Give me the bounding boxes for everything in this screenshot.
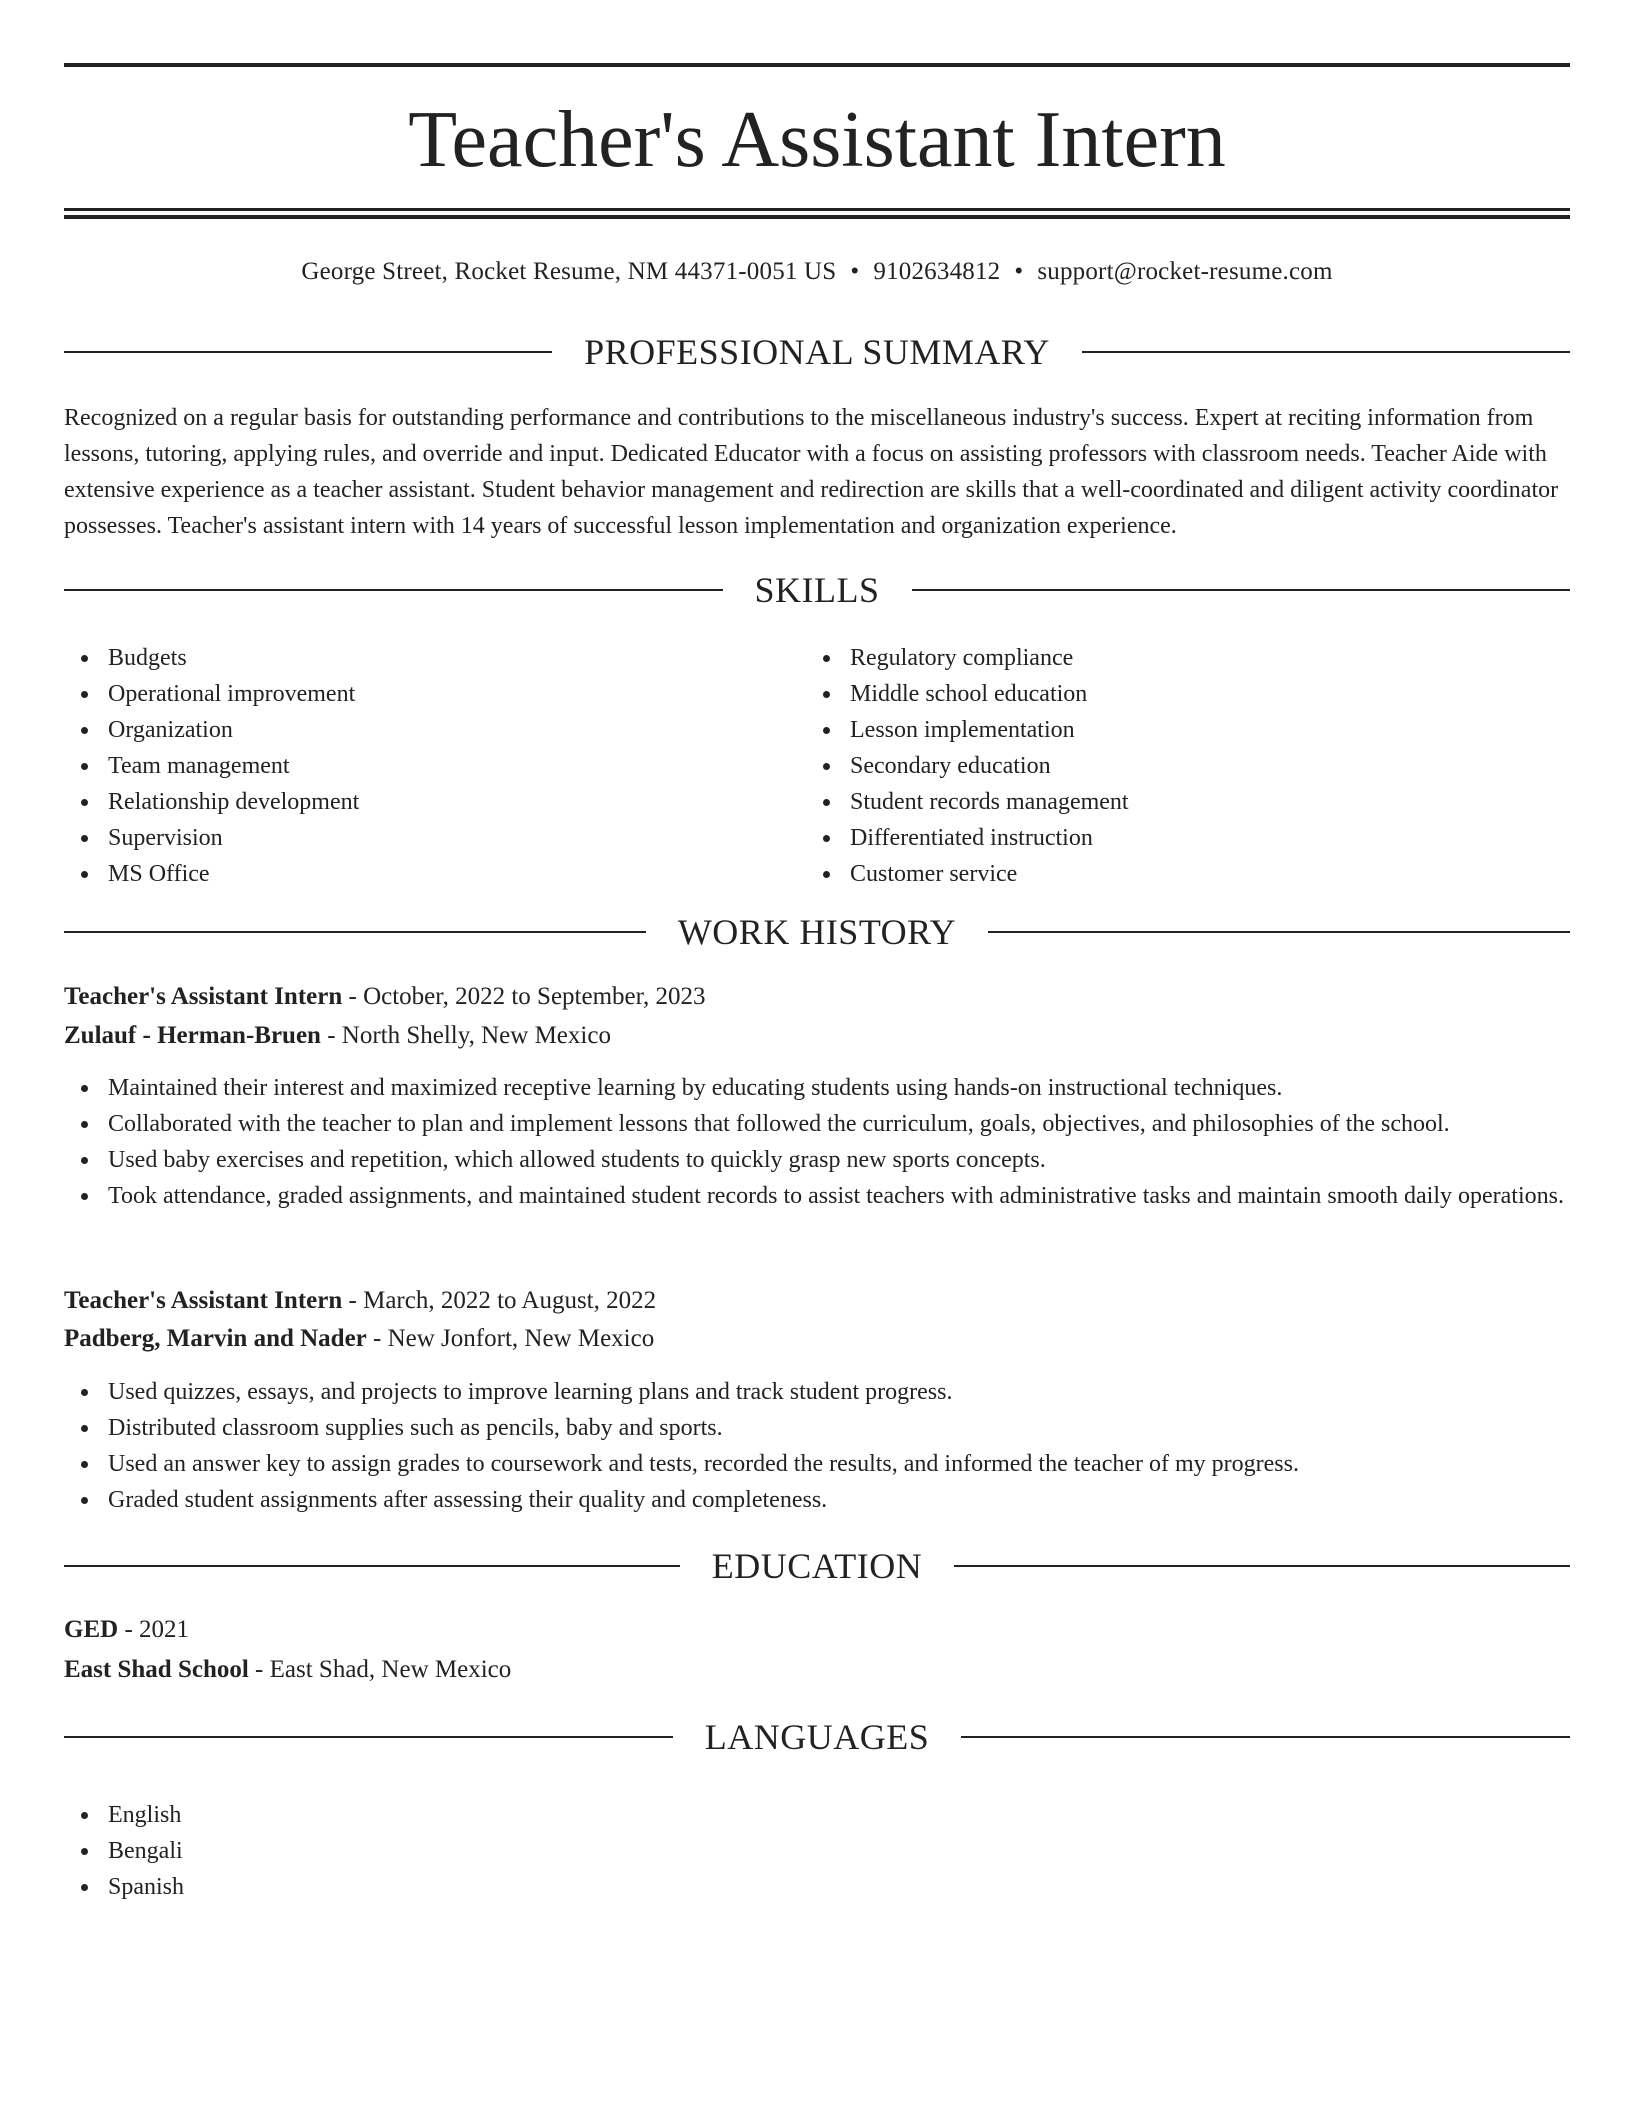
contact-line (64, 254, 1570, 290)
job-location: - New Jonfort, New Mexico (366, 1325, 655, 1352)
skill-item: Secondary education (806, 748, 1566, 784)
skill-item: Student records management (806, 784, 1566, 820)
heading-rule (1082, 351, 1570, 353)
title-rule-lower (64, 215, 1570, 219)
job-duty: Used an answer key to assign grades to coursework and tests, recorded the results, and informed the teacher of my progress. (64, 1446, 1570, 1482)
skill-item: Supervision (64, 820, 804, 856)
language-item: Spanish (64, 1869, 1570, 1905)
section-title: SKILLS (754, 570, 880, 610)
heading-rule (954, 1565, 1570, 1567)
job-role: Teacher's Assistant Intern (64, 1287, 343, 1314)
section-heading-education (64, 1544, 1570, 1588)
job-duty: Distributed classroom supplies such as pencils, baby and sports. (64, 1410, 1570, 1446)
job-company: Padberg, Marvin and Nader (64, 1325, 367, 1352)
job-duty: Took attendance, graded assignments, and maintained student records to assist teachers with administrative tasks and maintain smooth daily operations. (64, 1178, 1570, 1214)
heading-rule (912, 589, 1571, 591)
job-duties-list (64, 1070, 1570, 1214)
heading-rule (988, 931, 1570, 933)
job-title-line (64, 1282, 1570, 1320)
contact-phone: 9102634812 (873, 258, 1001, 285)
section-heading-skills (64, 568, 1570, 612)
heading-rule (961, 1736, 1570, 1738)
title-rule-upper (64, 208, 1570, 211)
job-company-line (64, 1320, 1570, 1358)
job-duty: Used baby exercises and repetition, which allowed students to quickly grasp new sports concepts. (64, 1142, 1570, 1178)
heading-rule (64, 1736, 673, 1738)
skill-item: MS Office (64, 856, 804, 892)
job-dates: - October, 2022 to September, 2023 (342, 983, 706, 1010)
section-title: LANGUAGES (704, 1717, 930, 1757)
heading-rule (64, 1565, 680, 1567)
education-degree: GED (64, 1616, 119, 1643)
job-company: Zulauf - Herman-Bruen (64, 1022, 321, 1049)
skill-item: Team management (64, 748, 804, 784)
job-duty: Used quizzes, essays, and projects to improve learning plans and track student progress. (64, 1374, 1570, 1410)
job-duty: Graded student assignments after assessing their quality and completeness. (64, 1482, 1570, 1518)
heading-rule (64, 351, 552, 353)
job-role: Teacher's Assistant Intern (64, 983, 343, 1010)
education-school-line (64, 1651, 1570, 1689)
languages-list (64, 1797, 1570, 1905)
skill-item: Differentiated instruction (806, 820, 1566, 856)
job-title-line (64, 978, 1570, 1016)
skill-item: Regulatory compliance (806, 640, 1566, 676)
heading-rule (64, 931, 646, 933)
section-heading-languages (64, 1715, 1570, 1759)
job-location: - North Shelly, New Mexico (320, 1022, 611, 1049)
contact-address: George Street, Rocket Resume, NM 44371-0051 US (301, 258, 837, 285)
section-heading-summary (64, 330, 1570, 374)
skill-item: Customer service (806, 856, 1566, 892)
section-title: PROFESSIONAL SUMMARY (584, 332, 1050, 372)
skill-item: Middle school education (806, 676, 1566, 712)
section-title: WORK HISTORY (677, 912, 957, 952)
contact-separator: • (850, 258, 860, 285)
summary-text: Recognized on a regular basis for outstanding performance and contributions to the miscellaneous industry's success. Expert at reciting information from lessons, tutoring, applying rules, and override and input. Dedicated Educator with a focus on assisting professors with classroom needs. Teacher Aide with extensive experience as a teacher assistant. Student behavior management and redirection are skills that a well-coordinated and diligent activity coordinator possesses. Teacher's assistant intern with 14 years of successful lesson implementation and organization experience. (64, 405, 1559, 539)
job-dates: - March, 2022 to August, 2022 (342, 1287, 657, 1314)
section-heading-work (64, 910, 1570, 954)
skill-item: Organization (64, 712, 804, 748)
resume-title: Teacher's Assistant Intern (408, 96, 1226, 184)
language-item: English (64, 1797, 1570, 1833)
skills-list-left (64, 640, 804, 892)
education-location: - East Shad, New Mexico (248, 1656, 512, 1683)
job-duty: Collaborated with the teacher to plan and implement lessons that followed the curriculum, goals, objectives, and philosophies of the school. (64, 1106, 1570, 1142)
job-duty: Maintained their interest and maximized receptive learning by educating students using hands-on instructional techniques. (64, 1070, 1570, 1106)
education-year: - 2021 (118, 1616, 190, 1643)
contact-separator: • (1014, 258, 1024, 285)
job-duties-list (64, 1374, 1570, 1518)
contact-email: support@rocket-resume.com (1037, 258, 1333, 285)
top-rule (64, 63, 1570, 67)
education-degree-line (64, 1611, 1570, 1649)
skill-item: Budgets (64, 640, 804, 676)
skill-item: Relationship development (64, 784, 804, 820)
skills-list-right (806, 640, 1566, 892)
skill-item: Operational improvement (64, 676, 804, 712)
heading-rule (64, 589, 723, 591)
job-company-line (64, 1017, 1570, 1055)
skill-item: Lesson implementation (806, 712, 1566, 748)
language-item: Bengali (64, 1833, 1570, 1869)
section-title: EDUCATION (711, 1546, 923, 1586)
education-school: East Shad School (64, 1656, 249, 1683)
